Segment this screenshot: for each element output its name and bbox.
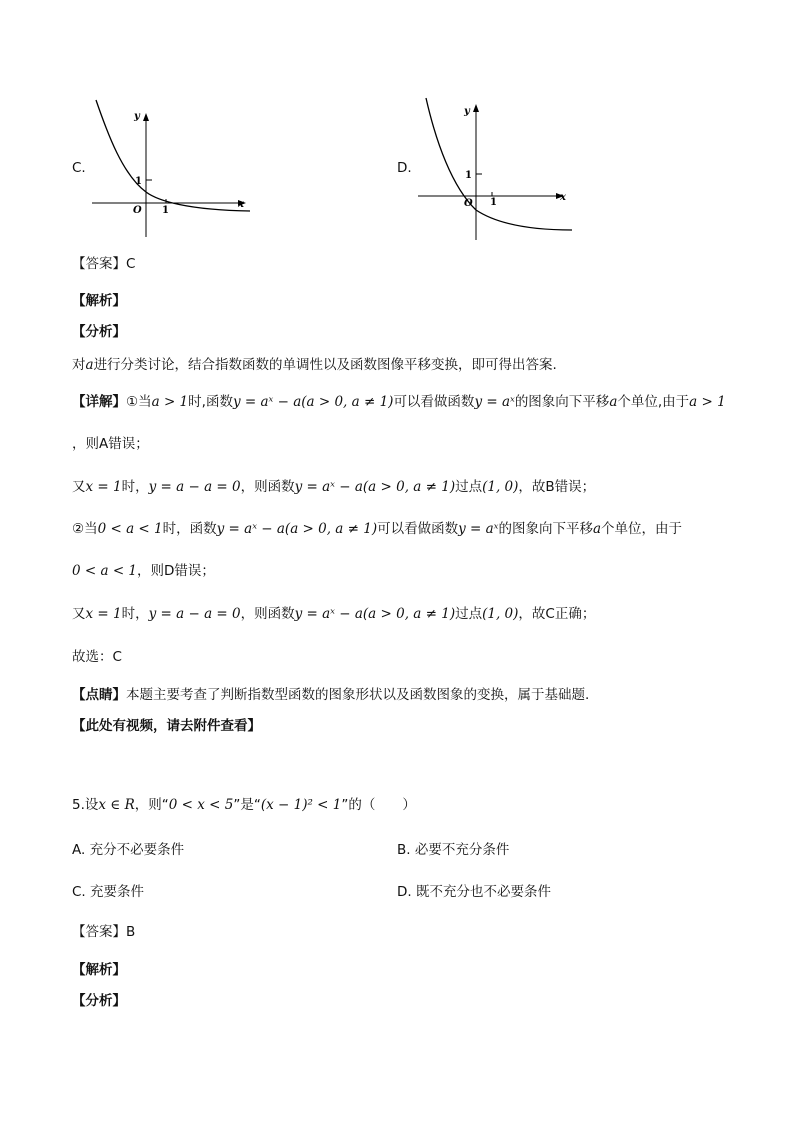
q4-detail-tag: 【详解】 [72, 394, 126, 410]
q4-d4-func2: y = aˣ [458, 521, 499, 537]
q4-d4-c: 可以看做函数 [377, 521, 459, 537]
figure-c-tick-x: 1 [162, 205, 169, 216]
q4-d1-b: 时,函数 [188, 394, 233, 410]
figure-c-origin-label: O [133, 205, 142, 216]
q5-stem-c2: (x − 1)² < 1 [260, 797, 342, 813]
q5-answer-tag: 【答案】 [72, 924, 126, 940]
q4-d5-b: ，则D错误； [137, 563, 215, 579]
q4-d4-d: 的图象向下平移 [498, 521, 593, 537]
q4-fenxi-post: 进行分类讨论，结合指数函数的单调性以及函数图像平移变换，即可得出答案. [93, 357, 557, 373]
figure-c-x-axis-label: x [238, 199, 244, 210]
q4-d1-d: 的图象向下平移 [514, 394, 610, 410]
q4-d5-cond: 0 < a < 1 [72, 563, 138, 579]
q4-analysis-tag: 【解析】 [72, 293, 126, 309]
q5-answer-value: B [126, 924, 136, 940]
q4-d6-a: 又 [72, 606, 86, 622]
q4-detail-line-5 [72, 561, 215, 581]
q4-dianjing [72, 685, 589, 705]
q5-stem [72, 795, 416, 815]
q4-fenxi-pre: 对 [72, 357, 86, 373]
q4-fenxi-text [72, 355, 557, 375]
q4-d4-e: 个单位，由于 [601, 521, 683, 537]
q4-d6-c: ，则函数 [240, 606, 295, 622]
figure-c-y-axis-label: y [134, 111, 140, 122]
q4-fenxi-var: a [85, 357, 94, 373]
figure-d-x-axis-label: x [560, 192, 566, 203]
q4-d6-d: 过点 [455, 606, 483, 622]
q5-fenxi-tag: 【分析】 [72, 993, 126, 1009]
q4-d3-c: ，则函数 [240, 479, 295, 495]
q5-stem-b: ，则“ [134, 797, 169, 813]
q5-stem-x: x ∈ R [98, 797, 135, 813]
q4-dianjing-tag: 【点睛】 [72, 687, 126, 703]
figure-c-graph [88, 95, 268, 245]
q4-d1-e: 个单位,由于 [617, 394, 690, 410]
figure-d-label: D. [397, 160, 412, 176]
q5-stem-c: ”是“ [233, 797, 261, 813]
q5-stem-d: ”的（ ） [341, 797, 416, 813]
q4-d3-a: 又 [72, 479, 86, 495]
q4-conclusion: 故选：C [72, 649, 122, 665]
q4-detail-line-1 [72, 392, 726, 412]
q5-option-b: B. 必要不充分条件 [397, 842, 510, 858]
q4-d1-a: ①当 [126, 394, 152, 410]
q4-video-note: 【此处有视频，请去附件查看】 [72, 718, 261, 734]
q4-d3-d: 过点 [455, 479, 483, 495]
q4-d1-func: y = aˣ − a(a > 0, a ≠ 1) [232, 394, 394, 410]
q4-d6-y: y = a − a = 0 [148, 606, 241, 622]
q4-d4-a: ②当 [72, 521, 98, 537]
q4-d6-pt: (1, 0) [482, 606, 519, 622]
q4-d3-e: ，故B错误； [518, 479, 596, 495]
figure-c-label: C. [72, 160, 86, 176]
q4-answer [72, 254, 135, 274]
q4-d1-cond: a > 1 [151, 394, 189, 410]
q4-d4-cond: 0 < a < 1 [97, 521, 163, 537]
q4-d3-x: x = 1 [85, 479, 122, 495]
figure-d-tick-y: 1 [465, 170, 472, 181]
q4-d6-e: ，故C正确； [518, 606, 596, 622]
q5-stem-c1: 0 < x < 5 [168, 797, 234, 813]
q4-detail-line-6 [72, 604, 595, 624]
q4-d3-pt: (1, 0) [482, 479, 519, 495]
q4-d1-c: 可以看做函数 [393, 394, 475, 410]
q4-d6-func: y = aˣ − a(a > 0, a ≠ 1) [294, 606, 456, 622]
q4-detail-line-4 [72, 519, 682, 539]
q4-d1-func2: y = aˣ [474, 394, 515, 410]
q4-d3-b: 时， [121, 479, 149, 495]
q5-analysis-tag: 【解析】 [72, 962, 126, 978]
q5-option-d: D. 既不充分也不必要条件 [397, 884, 551, 900]
q4-d3-y: y = a − a = 0 [148, 479, 241, 495]
q4-d4-func: y = aˣ − a(a > 0, a ≠ 1) [216, 521, 378, 537]
q4-detail-line-3 [72, 477, 595, 497]
q4-d6-b: 时， [121, 606, 149, 622]
q4-d1-a2: a [609, 394, 618, 410]
q4-d4-a2: a [592, 521, 602, 537]
q4-d4-b: 时，函数 [162, 521, 217, 537]
figure-d-graph [414, 92, 594, 242]
figure-c-tick-y: 1 [135, 176, 142, 187]
q4-dianjing-text: 本题主要考查了判断指数型函数的图象形状以及函数图象的变换，属于基础题. [126, 687, 590, 703]
q4-d6-x: x = 1 [85, 606, 122, 622]
figure-d-origin-label: O [464, 198, 473, 209]
q4-detail-line-2: ，则A错误； [72, 436, 149, 452]
q4-answer-value: C [126, 256, 136, 272]
q4-fenxi-tag: 【分析】 [72, 324, 126, 340]
q4-answer-tag: 【答案】 [72, 256, 126, 272]
q4-d1-cond2: a > 1 [689, 394, 726, 410]
q5-answer [72, 922, 135, 942]
q5-option-c: C. 充要条件 [72, 884, 145, 900]
q4-d3-func: y = aˣ − a(a > 0, a ≠ 1) [294, 479, 456, 495]
q5-option-a: A. 充分不必要条件 [72, 842, 185, 858]
figure-d-y-axis-label: y [464, 106, 470, 117]
q5-stem-a: 5.设 [72, 797, 99, 813]
figure-d-tick-x: 1 [490, 197, 497, 208]
